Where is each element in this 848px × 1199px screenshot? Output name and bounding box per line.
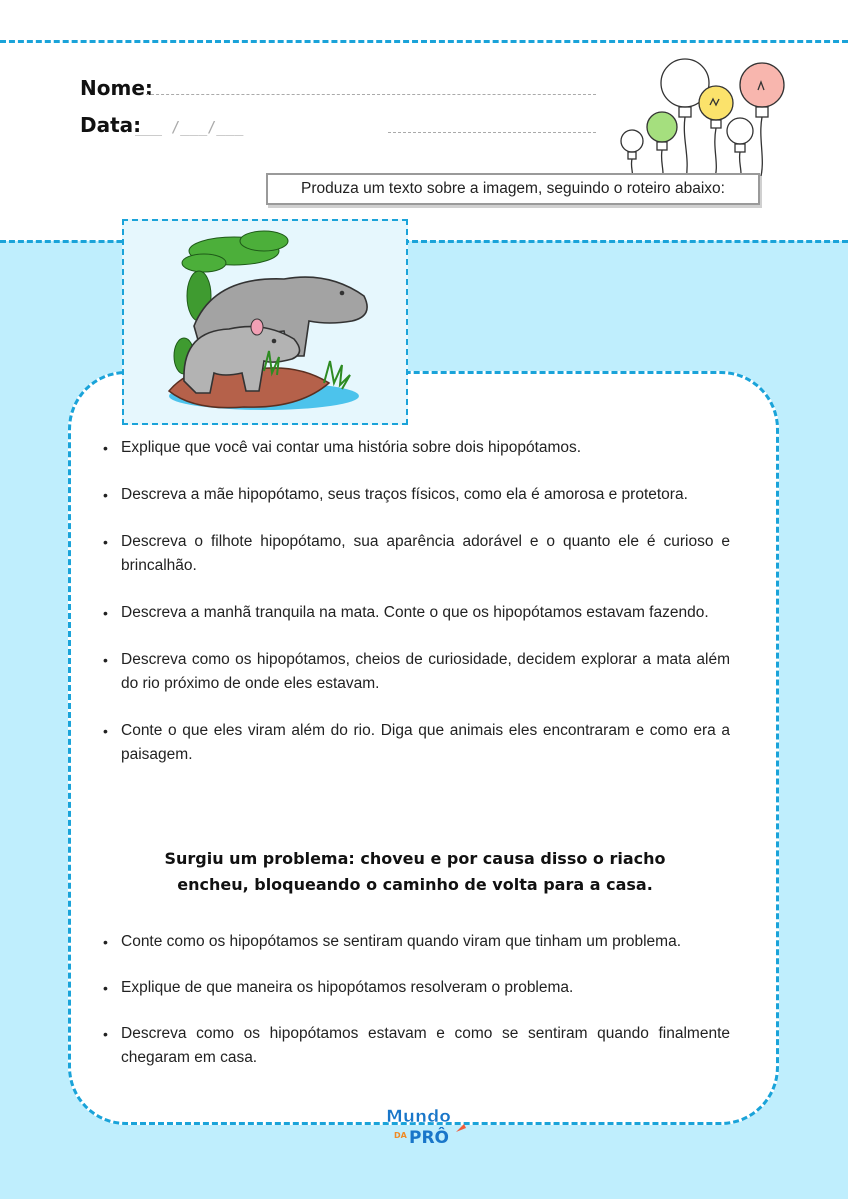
- lightbulbs-illustration: [610, 55, 790, 180]
- list-item: • Descreva como os hipopótamos estavam e como se sentiram quando finalmente chegaram em casa.: [103, 1022, 730, 1070]
- list-item: • Descreva como os hipopótamos, cheios de curiosidade, decidem explorar a mata além do rio próximo de onde eles estavam.: [103, 648, 730, 696]
- list-item: • Descreva a manhã tranquila na mata. Conte o que os hipopótamos estavam fazendo.: [103, 601, 730, 625]
- extra-line[interactable]: [388, 132, 596, 133]
- problem-statement: [100, 846, 730, 898]
- name-line[interactable]: [146, 94, 596, 95]
- instruction-box: Produza um texto sobre a imagem, seguindo o roteiro abaixo:: [266, 173, 760, 205]
- date-field[interactable]: ___ /___/___: [135, 118, 244, 136]
- hippos-illustration: [124, 221, 406, 423]
- logo-word-pro: PRÔ: [409, 1128, 450, 1148]
- name-label: Nome:: [80, 76, 153, 100]
- list-item: • Explique que você vai contar uma história sobre dois hipopótamos.: [103, 436, 730, 460]
- top-dashed-border: [0, 40, 848, 43]
- guide-list-after: [103, 930, 730, 1070]
- list-item: • Conte o que eles viram além do rio. Diga que animais eles encontraram e como era a paisagem.: [103, 719, 730, 767]
- list-item: • Descreva o filhote hipopótamo, sua aparência adorável e o quanto ele é curioso e brincalhão.: [103, 530, 730, 578]
- mundo-da-pro-logo: [380, 1105, 472, 1151]
- hippo-image-frame: [122, 219, 408, 425]
- logo-word-da: DA: [394, 1131, 407, 1140]
- logo-word-mundo: Mundo: [386, 1107, 451, 1127]
- list-item: • Conte como os hipopótamos se sentiram quando viram que tinham um problema.: [103, 930, 730, 954]
- guide-list: [103, 436, 730, 767]
- list-item: • Descreva a mãe hipopótamo, seus traços físicos, como ela é amorosa e protetora.: [103, 483, 730, 507]
- problem-line-1: Surgiu um problema: choveu e por causa disso o riacho: [164, 849, 666, 868]
- date-label: Data:: [80, 113, 142, 137]
- list-item: • Explique de que maneira os hipopótamos resolveram o problema.: [103, 976, 730, 1000]
- problem-line-2: encheu, bloqueando o caminho de volta para a casa.: [177, 875, 653, 894]
